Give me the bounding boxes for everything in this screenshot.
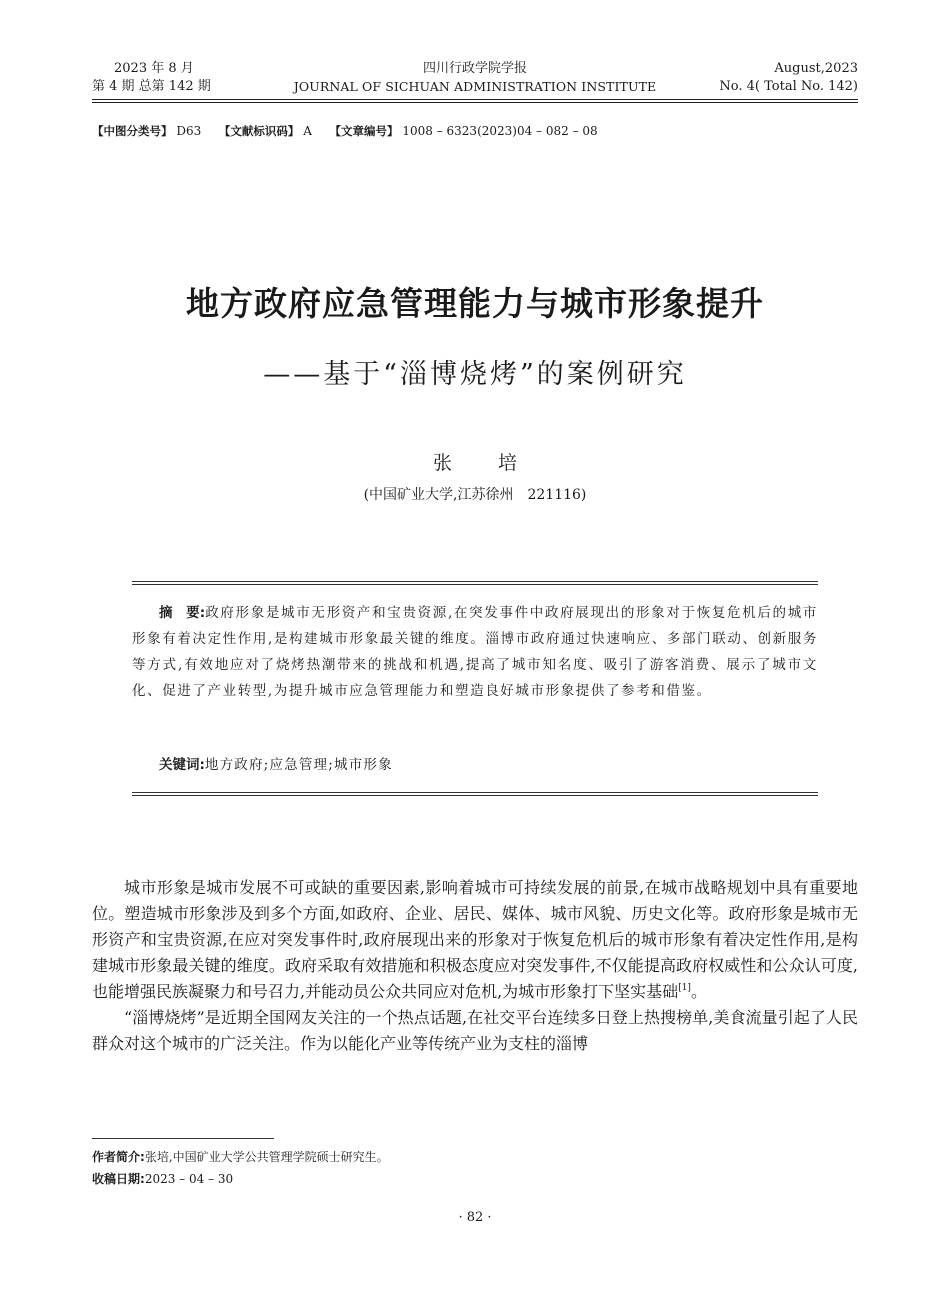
- footnote-author-text: 张培,中国矿业大学公共管理学院硕士研究生。: [144, 1150, 389, 1164]
- citation-ref[interactable]: [1]: [678, 983, 691, 993]
- footnote-received-text: 2023 – 04 – 30: [144, 1172, 234, 1186]
- page-number: · 82 ·: [458, 1210, 492, 1225]
- keywords: [132, 752, 818, 778]
- abstract-label: 摘 要:: [159, 605, 206, 621]
- paragraph: 城市形象是城市发展不可或缺的重要因素,影响着城市可持续发展的前景,在城市战略规划中具有重要地位。塑造城市形象涉及到多个方面,如政府、企业、居民、媒体、城市风貌、历史文化等。政府形象是城市无形资产和宝贵资源,在应对突发事件时,政府展现出来的形象对于恢复危机后的城市形象有着决定性作用,是构建城市形象最关键的维度。政府采取有效措施和积极态度应对突发事件,不仅能提高政府权威性和公众认可度,也能增强民族凝聚力和号召力,并能动员公众共同应对危机,为城市形象打下坚实基础[1]。: [92, 878, 858, 1001]
- classification-line: [92, 123, 598, 139]
- issue-date: 2023 年 8 月: [114, 61, 194, 76]
- paper-subtitle: ——基于“淄博烧烤”的案例研究: [263, 359, 687, 390]
- abstract-top-rule-double: [132, 584, 818, 585]
- issue-number: 第 4 期 总第 142 期: [92, 79, 211, 94]
- keywords-text: 地方政府;应急管理;城市形象: [204, 757, 393, 773]
- paper-title: 地方政府应急管理能力与城市形象提升: [186, 284, 764, 323]
- footnote-received: [92, 1168, 233, 1190]
- clc-value: D63: [176, 124, 202, 138]
- abstract-bottom-rule: [132, 792, 818, 793]
- paragraph: “淄博烧烤”是近期全国网友关注的一个热点话题,在社交平台连续多日登上热搜榜单,美食流量引起了人民群众对这个城市的广泛关注。作为以能化产业等传统产业为支柱的淄博: [92, 1008, 858, 1053]
- keywords-label: 关键词:: [159, 757, 205, 773]
- journal-name-en: JOURNAL OF SICHUAN ADMINISTRATION INSTITUTE: [293, 79, 657, 94]
- author-name: 张 培: [432, 452, 538, 474]
- doc-code-value: A: [303, 124, 312, 138]
- running-header-right: [719, 60, 858, 96]
- footnote-author: [92, 1146, 389, 1168]
- doc-code-label: 【文献标识码】: [218, 124, 300, 138]
- footnote-author-label: 作者简介:: [92, 1150, 145, 1164]
- article-no-value: 1008 – 6323(2023)04 – 082 – 08: [402, 124, 598, 138]
- body-text: [92, 875, 858, 1057]
- issue-number-en: No. 4( Total No. 142): [719, 79, 858, 94]
- abstract-top-rule: [132, 581, 818, 582]
- footnote-rule: [92, 1138, 274, 1139]
- abstract-text: 政府形象是城市无形资产和宝贵资源,在突发事件中政府展现出的形象对于恢复危机后的城市形象有着决定性作用,是构建城市形象最关键的维度。淄博市政府通过快速响应、多部门联动、创新服务等方式,有效地应对了烧烤热潮带来的挑战和机遇,提高了城市知名度、吸引了游客消费、展示了城市文化、促进了产业转型,为提升城市应急管理能力和塑造良好城市形象提供了参考和借鉴。: [132, 605, 818, 699]
- header-rule: [92, 99, 858, 100]
- abstract: [132, 600, 818, 704]
- author-affiliation: (中国矿业大学,江苏徐州 221116): [363, 487, 587, 503]
- header-rule-double: [92, 102, 858, 103]
- abstract-bottom-rule-double: [132, 795, 818, 796]
- issue-date-en: August,2023: [774, 61, 858, 76]
- journal-name-cn: 四川行政学院学报: [422, 61, 527, 76]
- clc-label: 【中图分类号】: [92, 124, 173, 138]
- footnote-received-label: 收稿日期:: [92, 1172, 145, 1186]
- article-no-label: 【文章编号】: [329, 124, 399, 138]
